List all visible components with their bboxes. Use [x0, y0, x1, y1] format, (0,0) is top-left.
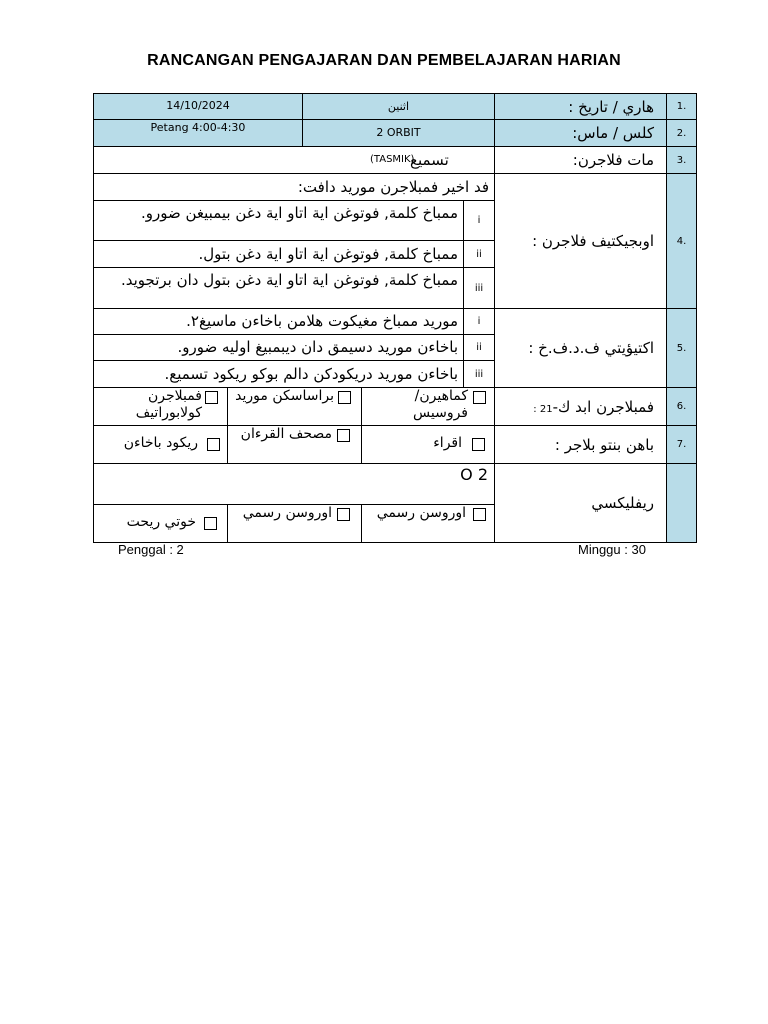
subject-arabic: تسميع	[410, 151, 449, 169]
pak21-label-text: فمبلاجرن ابد ك-	[552, 398, 654, 416]
roman-numeral: i	[463, 308, 495, 335]
checkbox[interactable]	[473, 391, 486, 404]
roman-numeral: iii	[463, 267, 495, 309]
class-value: 2 ORBIT	[376, 126, 421, 139]
option-label: اقراء	[433, 435, 462, 451]
option-label: فمبلاجرن كولابوراتيف	[135, 388, 202, 421]
checkbox[interactable]	[207, 438, 220, 451]
pak21-option-2	[227, 387, 362, 426]
activity-item: باخاءن موريد دريكودكن دالم بوكو ريكود تسميع.	[93, 360, 464, 388]
option-label: براساسكن موريد	[235, 388, 334, 404]
option-label: مصحف القرءان	[240, 426, 332, 442]
objective-item: ممباخ كلمة, فوتوغن اية اتاو اية دغن بتول دان برتجويد.	[93, 267, 464, 309]
objective-item: ممباخ كلمة, فوتوغن اية اتاو اية دغن بتول.	[93, 240, 464, 268]
roman-numeral: i	[463, 200, 495, 241]
option-label: ريكود باخاءن	[123, 435, 198, 451]
activity-label: اكتيؤيتي ف.د.ف.خ :	[494, 308, 667, 388]
row-number: 7.	[666, 425, 697, 464]
checkbox[interactable]	[337, 429, 350, 442]
row-number: 1.	[666, 93, 697, 120]
reflection-option-1	[361, 504, 495, 543]
day-value: اثنين	[387, 100, 410, 113]
subject-latin: (TASMIK)	[370, 154, 415, 165]
option-label: اوروسن رسمي	[242, 505, 332, 521]
subject-cell	[93, 146, 495, 174]
activity-item: موريد ممباخ مغيكوت هلامن باخاءن ماسيغ٢.	[93, 308, 464, 335]
reflection-option-3	[93, 504, 228, 543]
pak21-label-sup: 21 :	[533, 404, 553, 415]
reflection-count: O 2	[460, 465, 488, 484]
option-label: خوتي ريحت	[126, 514, 196, 530]
row-number-blank	[666, 463, 697, 543]
teaching-aid-label: باهن بنتو بلاجر :	[494, 425, 667, 464]
class-label: كلس / ماس:	[494, 119, 667, 147]
row-number: 4.	[666, 173, 697, 309]
teaching-aid-option-2	[227, 425, 362, 464]
pak21-label-cell	[494, 387, 667, 426]
roman-numeral: iii	[463, 360, 495, 388]
roman-numeral: ii	[463, 334, 495, 361]
option-label: اوروسن رسمي	[376, 505, 466, 521]
roman-numeral: ii	[463, 240, 495, 268]
reflection-label: ريفليكسي	[494, 463, 667, 543]
date-value: 14/10/2024	[166, 99, 230, 112]
row-number: 2.	[666, 119, 697, 147]
checkbox[interactable]	[473, 508, 486, 521]
objective-label: اوبجيكتيف فلاجرن :	[494, 173, 667, 309]
footer-penggal: Penggal : 2	[118, 542, 184, 557]
day-cell	[302, 93, 495, 120]
footer-minggu: Minggu : 30	[578, 542, 646, 557]
checkbox[interactable]	[338, 391, 351, 404]
time-cell	[93, 119, 303, 147]
reflection-count-cell	[93, 463, 495, 505]
checkbox[interactable]	[337, 508, 350, 521]
pak21-option-3	[93, 387, 228, 426]
time-value: Petang 4:00-4:30	[150, 121, 246, 134]
checkbox[interactable]	[204, 517, 217, 530]
reflection-option-2	[227, 504, 362, 543]
pak21-option-1	[361, 387, 495, 426]
option-label: كماهيرن/ فروسيس	[413, 388, 468, 421]
subject-label: مات فلاجرن:	[494, 146, 667, 174]
teaching-aid-option-3	[93, 425, 228, 464]
row-number: 5.	[666, 308, 697, 388]
document-title: RANCANGAN PENGAJARAN DAN PEMBELAJARAN HARIAN	[147, 52, 621, 69]
day-date-label: هاري / تاريخ :	[494, 93, 667, 120]
pak21-label	[533, 398, 654, 416]
class-cell	[302, 119, 495, 147]
row-number: 3.	[666, 146, 697, 174]
activity-item: باخاءن موريد دسيمق دان ديبمبيغ اوليه ضورو.	[93, 334, 464, 361]
date-cell	[93, 93, 303, 120]
checkbox[interactable]	[205, 391, 218, 404]
objective-item: ممباخ كلمة, فوتوغن اية اتاو اية دغن بيمبيغن ضورو.	[93, 200, 464, 241]
row-number: 6.	[666, 387, 697, 426]
checkbox[interactable]	[472, 438, 485, 451]
teaching-aid-option-1	[361, 425, 495, 464]
objective-intro: فد اخير فمبلاجرن موريد دافت:	[93, 173, 495, 201]
